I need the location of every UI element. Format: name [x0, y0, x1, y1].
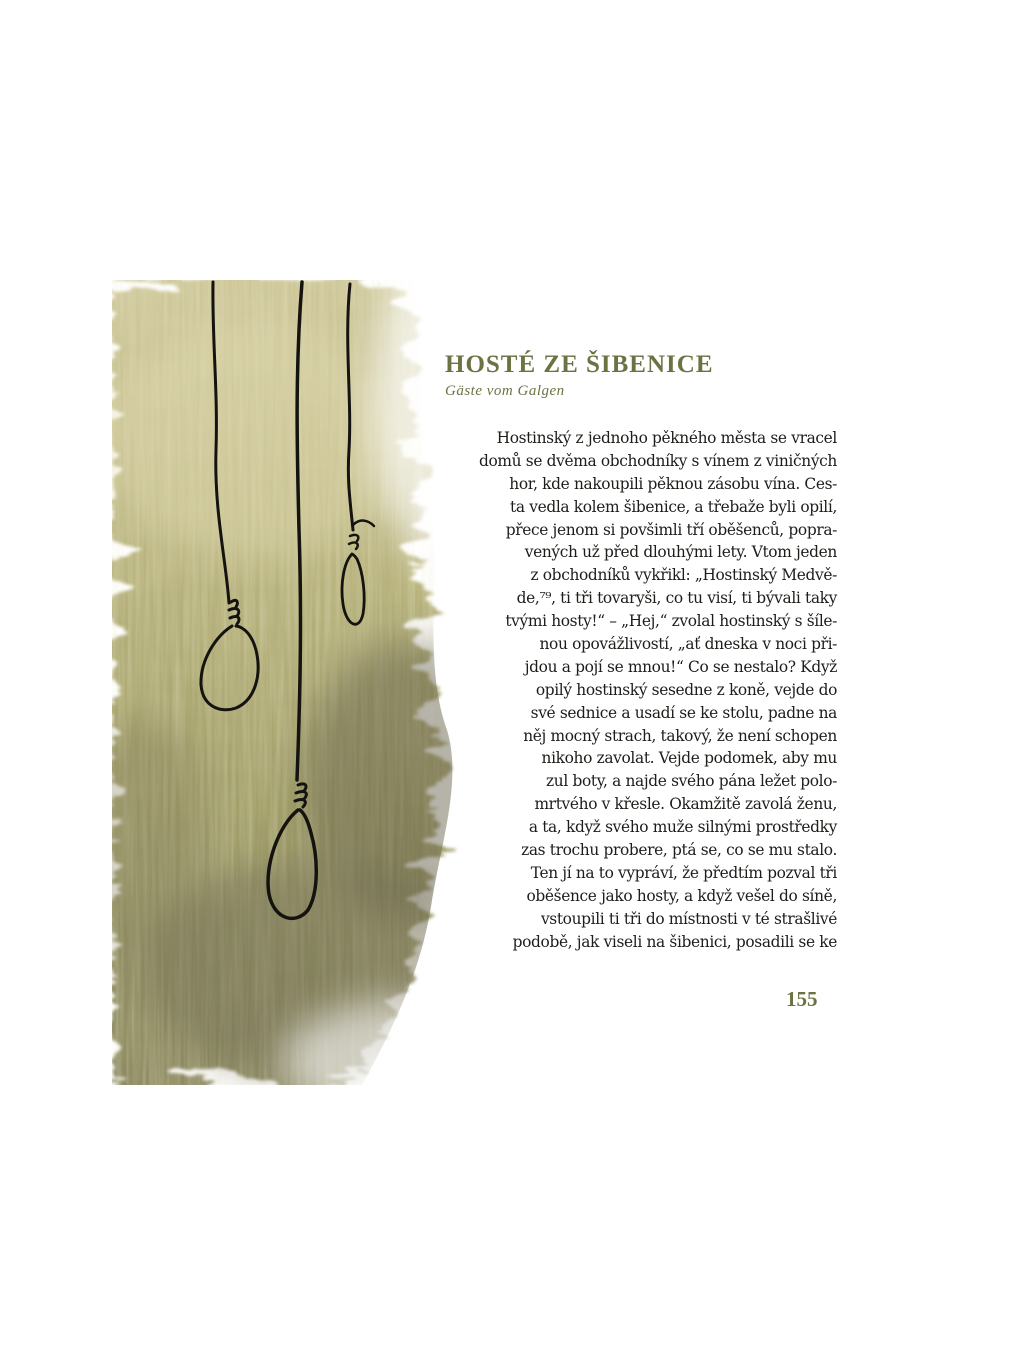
body-line: podobě, jak viseli na šibenici, posadili se ke	[512, 932, 837, 951]
body-line: zul boty, a najde svého pána ležet polo-	[546, 772, 837, 791]
body-line: z obchodníků vykřikl: „Hostinský Medvě-	[530, 566, 837, 585]
gallows-illustration	[112, 280, 492, 1085]
body-line: a ta, když svého muže silnými prostředky	[528, 818, 837, 837]
body-line: vených už před dlouhými lety. Vtom jeden	[524, 543, 837, 562]
body-line: své sednice a usadí se ke stolu, padne na	[530, 703, 837, 722]
body-line: nou opovážlivostí, „ať dneska v noci při-	[539, 635, 837, 654]
body-line: nikoho zavolat. Vejde podomek, aby mu	[541, 749, 837, 768]
body-line: Ten jí na to vypráví, že předtím pozval tři	[530, 863, 837, 882]
body-line: vstoupili ti tři do místnosti v té strašlivé	[540, 909, 837, 928]
page-number: 155	[786, 987, 818, 1011]
body-line: hor, kde nakoupili pěknou zásobu vína. Ces-	[509, 474, 837, 493]
body-line: de,⁷⁹, ti tři tovaryši, co tu visí, ti bývali taky	[516, 589, 837, 608]
body-line: zas trochu probere, ptá se, co se mu stalo.	[521, 841, 837, 860]
body-line: něj mocný strach, takový, že není schopen	[523, 726, 837, 745]
body-line: oběšence jako hosty, a když vešel do síně,	[526, 886, 837, 905]
body-line: ta vedla kolem šibenice, a třebaže byli opilí,	[510, 497, 837, 516]
story-subtitle: Gäste vom Galgen	[445, 383, 565, 399]
body-line: domů se dvěma obchodníky s vínem z viničných	[479, 451, 837, 470]
story-body	[440, 427, 837, 953]
body-line: jdou a pojí se mnou!“ Co se nestalo? Když	[524, 657, 837, 676]
body-line: přece jenom si povšimli tří oběšenců, popra-	[505, 520, 837, 539]
story-title: HOSTÉ ZE ŠIBENICE	[445, 351, 714, 378]
body-line: Hostinský z jednoho pěkného města se vracel	[496, 429, 837, 447]
body-line: opilý hostinský sesedne z koně, vejde do	[535, 680, 837, 699]
body-line: tvými hosty!“ – „Hej,“ zvolal hostinský s šíle-	[505, 612, 837, 631]
body-line: mrtvého v křesle. Okamžitě zavolá ženu,	[534, 795, 837, 814]
